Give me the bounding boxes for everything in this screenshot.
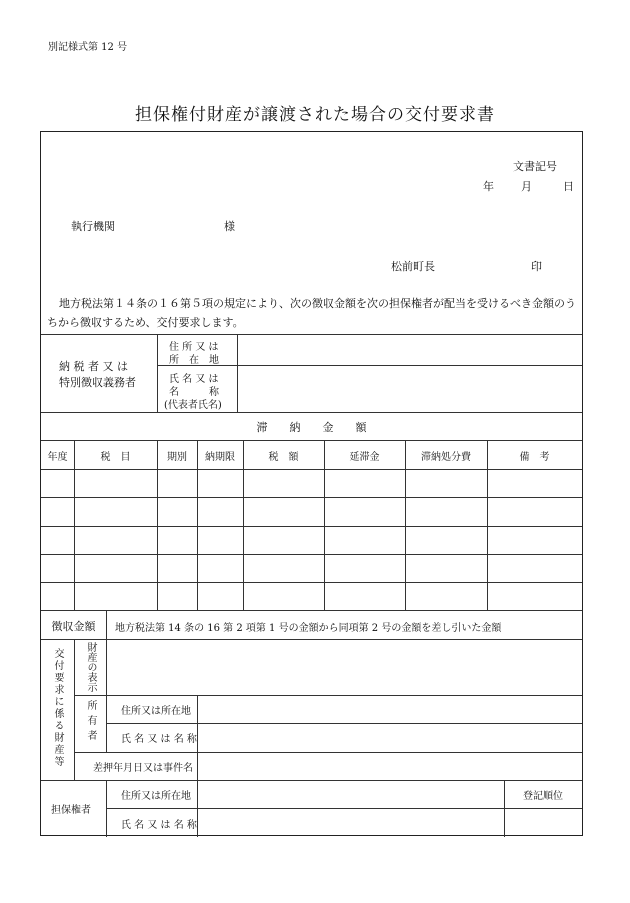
date-day-label: 日 (563, 180, 574, 193)
holder-address-label: 住所又は所在地 (121, 791, 191, 802)
form-number: 別記様式第 12 号 (48, 42, 128, 53)
recipient-label: 執行機関 (71, 220, 115, 233)
form-frame (40, 131, 583, 836)
property-side-label: 交付要求に係る財産等 (52, 648, 63, 768)
col-tax-item: 税 目 (100, 452, 131, 463)
holder-label: 担保権者 (51, 805, 91, 816)
col-disposition-fee: 滞納処分費 (421, 452, 471, 463)
owner-address-label: 住所又は所在地 (121, 706, 191, 717)
taxpayer-label-line1: 納 税 者 又 は (59, 360, 128, 373)
seal-mark: 印 (531, 260, 542, 273)
col-tax-amount: 税 額 (268, 452, 299, 463)
col-late-fee: 延滞金 (349, 452, 380, 463)
col-remarks: 備 考 (519, 452, 550, 463)
property-display-label: 財産の表示 (85, 642, 96, 692)
collection-amount-label: 徴収金額 (51, 620, 96, 633)
seizure-date-label: 差押年月日又は事件名 (93, 763, 193, 774)
date-year-label: 年 (483, 180, 494, 193)
taxpayer-address-label-2: 所 在 地 (169, 355, 219, 366)
taxpayer-address-label: 住 所 又 は (169, 342, 219, 353)
date-month-label: 月 (521, 180, 532, 193)
taxpayer-name-label: 氏 名 又 は (169, 374, 219, 385)
col-due-date: 納期限 (205, 452, 235, 463)
holder-name-label: 氏 名 又 は 名 称 (121, 820, 197, 831)
arrears-section-title: 滞 納 金 額 (256, 421, 367, 434)
taxpayer-representative-label: (代表者氏名) (164, 400, 222, 411)
taxpayer-label-line2: 特別徴収義務者 (59, 376, 136, 389)
owner-label: 所有者 (85, 700, 96, 745)
col-period: 期別 (167, 452, 187, 463)
body-paragraph: 地方税法第１４条の１６第５項の規定により、次の徴収金額を次の担保権者が配当を受けるべき金額のうちから徴収するため、交付要求します。 (47, 297, 576, 329)
issuer-name: 松前町長 (391, 260, 435, 273)
recipient-suffix: 様 (224, 220, 235, 233)
registration-order-label: 登記順位 (523, 791, 563, 802)
document-title: 担保権付財産が譲渡された場合の交付要求書 (135, 105, 495, 125)
collection-amount-text: 地方税法第 14 条の 16 第 2 項第 1 号の金額から同項第 2 号の金額を差し引いた金額 (115, 623, 502, 634)
taxpayer-name-label-2: 名 称 (169, 387, 219, 398)
col-fiscal-year: 年度 (47, 452, 68, 463)
owner-name-label: 氏 名 又 は 名 称 (121, 734, 197, 745)
doc-code-label: 文書記号 (513, 160, 557, 173)
